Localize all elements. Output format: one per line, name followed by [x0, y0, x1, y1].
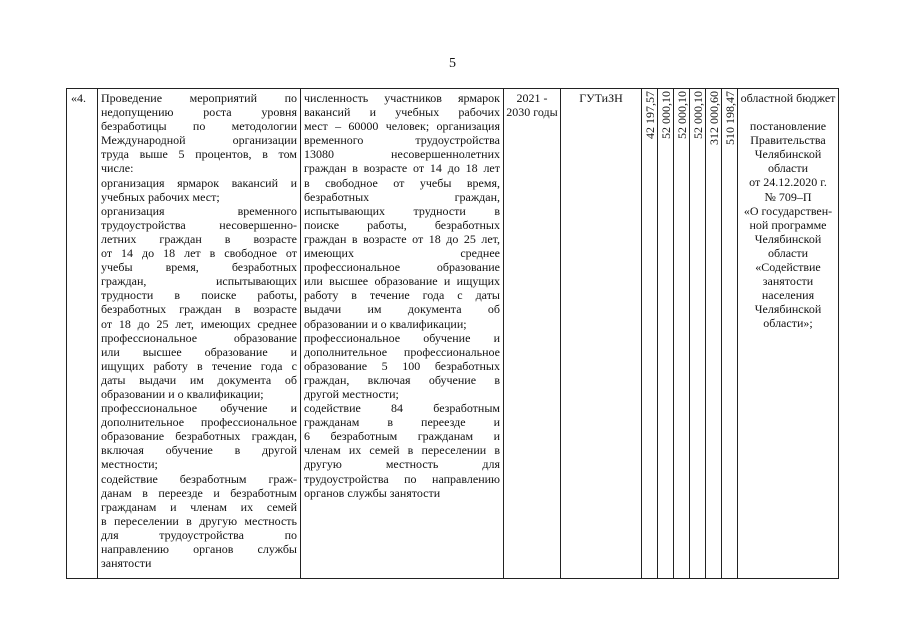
activity-description — [98, 89, 301, 579]
amount-cell-total — [722, 89, 738, 579]
activity-line: профессиональное образование — [101, 330, 297, 345]
budget-source: областной бюджет — [740, 91, 836, 105]
activity-line: трудности в поиске работы, — [101, 288, 297, 303]
activity-line: трудоустройства несовершенно- — [101, 217, 297, 232]
amount-value: 52 000,10 — [658, 91, 673, 139]
basis-line: области — [767, 161, 809, 176]
activity-line: дополнительное профессиональное — [101, 415, 297, 430]
indicator-line: образовании и о квалификации; — [304, 316, 467, 331]
indicator-line: численность участников ярмарок — [304, 91, 500, 105]
indicator-line: граждан в возрасте от 18 до 25 лет, — [304, 231, 500, 246]
activity-line: занятости — [101, 556, 152, 571]
indicator-line: содействие 84 безработным — [304, 401, 500, 416]
indicator-line: граждан, включая обучение в — [304, 372, 500, 387]
indicator-line: граждан в возрасте от 14 до 18 лет — [304, 161, 500, 176]
activity-line: от 18 до 25 лет, имеющих среднее — [101, 316, 297, 331]
indicator-line: или высшее образование и ищущих — [304, 274, 500, 289]
indicator-line: гражданам в переезде и — [304, 415, 500, 430]
program-table — [66, 88, 839, 579]
indicator-line: выдачи им документа об — [304, 302, 500, 317]
activity-line: профессиональное обучение и — [101, 401, 297, 416]
indicator-line: имеющих среднее — [304, 246, 500, 261]
activity-line: ищущих работу в течение года с — [101, 358, 297, 373]
page-number: 5 — [449, 56, 456, 71]
indicator-description — [301, 89, 504, 579]
indicator-line: органов службы занятости — [304, 485, 441, 500]
activity-line: недопущению роста уровня — [101, 105, 297, 120]
activity-line: или высшее образование и — [101, 344, 297, 359]
basis-line: от 24.12.2020 г. — [749, 175, 827, 190]
activity-line: включая обучение в другой — [101, 443, 297, 458]
activity-line: данам в переезде и безработным — [101, 485, 297, 500]
basis-line: Челябинской — [754, 147, 822, 162]
executor-cell: ГУТиЗН — [561, 89, 642, 579]
basis-line: «Содействие — [755, 260, 821, 275]
activity-line: образовании и о квалификации; — [101, 386, 264, 401]
basis-line: населения — [761, 288, 815, 303]
indicator-line: 13080 несовершеннолетних — [304, 147, 500, 162]
activity-line: граждан, испытывающих — [101, 274, 297, 289]
activity-line: образование безработных граждан, — [101, 429, 297, 444]
activity-line: гражданам и членам их семей — [101, 499, 297, 514]
activity-line: местности; — [101, 457, 158, 472]
indicator-line: дополнительное профессиональное — [304, 344, 500, 359]
activity-line: Международной организации — [101, 133, 297, 148]
activity-line: числе: — [101, 161, 134, 176]
indicator-line: другую местность для — [304, 457, 500, 472]
basis-line: области»; — [763, 316, 813, 331]
indicator-line: мест – 60000 человек; организация — [304, 119, 500, 134]
indicator-line: вакансий и учебных рабочих — [304, 105, 500, 120]
basis-line: «О государствен- — [743, 203, 833, 218]
amount-value: 312 000,60 — [706, 91, 721, 145]
activity-line: учебных рабочих мест; — [101, 189, 220, 204]
amount-cell-2021 — [642, 89, 658, 579]
indicator-line: профессиональное образование — [304, 260, 500, 275]
activity-line: содействие безработным граж- — [101, 471, 297, 486]
basis-line: занятости — [762, 274, 814, 289]
amount-value: 52 000,10 — [674, 91, 689, 139]
activity-line: от 14 до 18 лет в свободное от — [101, 246, 297, 261]
indicator-line: профессиональное обучение и — [304, 330, 500, 345]
indicator-line: поиске работы, безработных — [304, 217, 500, 232]
activity-line: организация ярмарок вакансий и — [101, 175, 297, 190]
activity-line: для трудоустройства по — [101, 527, 297, 542]
activity-line: труда выше 5 процентов, в том — [101, 147, 297, 162]
activity-line: безработицы по методологии — [101, 119, 297, 134]
indicator-line: членам их семей в переселении в — [304, 443, 500, 458]
basis-line: области — [767, 245, 809, 260]
funding-source — [738, 89, 839, 579]
activity-line: направлению органов службы — [101, 542, 297, 556]
indicator-line: другой местности; — [304, 386, 399, 401]
basis-line: Челябинской — [754, 302, 822, 317]
basis-line: Правительства — [750, 133, 826, 148]
activity-line: организация временного — [101, 203, 297, 218]
indicator-line: 6 безработным гражданам и — [304, 429, 500, 444]
indicator-line: работу в течение года с даты — [304, 288, 500, 303]
amount-cell-2023 — [674, 89, 690, 579]
activity-line: безработных граждан в возрасте — [101, 302, 297, 317]
amount-value: 510 198,47 — [722, 91, 737, 145]
activity-line: даты выдачи им документа об — [101, 372, 297, 387]
row-number: «4. — [67, 89, 98, 579]
activity-line: в переселении в другую местность — [101, 513, 297, 528]
amount-cell-2022 — [658, 89, 674, 579]
indicator-line: в свободное от учебы время, — [304, 175, 500, 190]
basis-line: Челябинской — [754, 231, 822, 246]
basis-line: постановление — [749, 119, 827, 134]
activity-line: летних граждан в возрасте — [101, 231, 297, 246]
years-cell: 2021 - 2030 годы — [504, 89, 561, 579]
basis-line: ной программе — [749, 217, 827, 232]
amount-value: 42 197,57 — [642, 91, 657, 139]
indicator-line: безработных граждан, — [304, 189, 500, 204]
indicator-line: испытывающих трудности в — [304, 203, 500, 218]
amount-cell-2024 — [690, 89, 706, 579]
basis-line: № 709–П — [764, 189, 812, 204]
indicator-line: трудоустройства по направлению — [304, 471, 500, 486]
table-row — [67, 89, 839, 579]
activity-line: Проведение мероприятий по — [101, 91, 297, 105]
activity-line: учебы время, безработных — [101, 260, 297, 275]
amount-value: 52 000,10 — [690, 91, 705, 139]
amount-cell-2025-2030 — [706, 89, 722, 579]
indicator-line: временного трудоустройства — [304, 133, 500, 148]
indicator-line: образование 5 100 безработных — [304, 358, 500, 373]
